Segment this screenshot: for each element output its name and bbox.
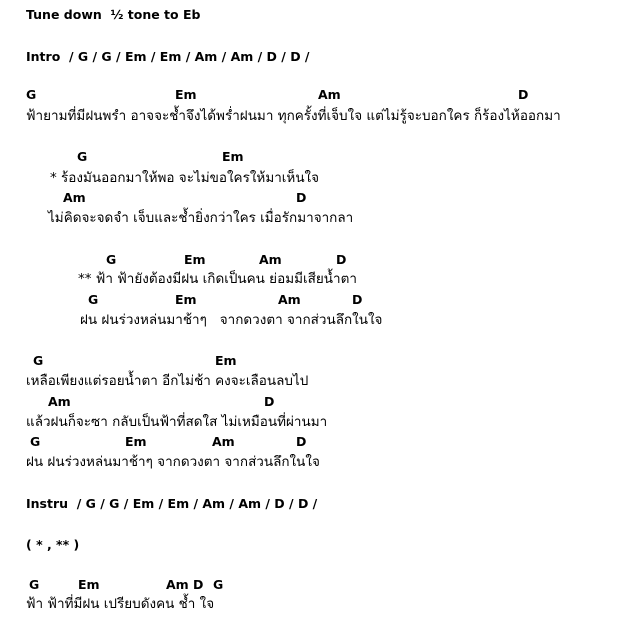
- lyric-line: ฟ้า ฟ้าที่มีฝน เปรียบดังคน ช้ำ ใจ: [26, 596, 215, 612]
- chord: Am: [48, 394, 71, 409]
- lyric-line: แล้วฝนก็จะซา กลับเป็นฟ้าที่สดใส ไม่เหมือนที่ผ่านมา: [26, 414, 328, 430]
- chord: G: [30, 434, 41, 449]
- tuning-note: Tune down ½ tone to Eb: [26, 7, 201, 22]
- chord: D: [518, 87, 529, 102]
- chord: G: [88, 292, 99, 307]
- chord: Em: [184, 252, 206, 267]
- instru-progression: Instru / G / G / Em / Em / Am / Am / D / D /: [26, 496, 318, 511]
- chord: D: [352, 292, 363, 307]
- chord: G: [33, 353, 44, 368]
- chord: Am: [278, 292, 301, 307]
- chord: Am: [318, 87, 341, 102]
- lyric-line: ไม่คิดจะจดจำ เจ็บและช้ำยิ่งกว่าใคร เมื่อรักมาจากลา: [48, 210, 354, 226]
- lyric-line: ฝน ฝนร่วงหล่นมาช้าๆ จากดวงตา จากส่วนลึกในใจ: [80, 312, 383, 328]
- chord: Am: [259, 252, 282, 267]
- lyric-line: ** ฟ้า ฟ้ายังต้องมีฝน เกิดเป็นคน ย่อมมีเสียน้ำตา: [78, 271, 357, 287]
- lyric-line: ฟ้ายามที่มีฝนพรำ อาจจะช้ำจึงได้พร่ำฝนมา ทุกครั้งที่เจ็บใจ แต่ไม่รู้จะบอกใคร ก็ร้องไห้ออกมา: [26, 108, 561, 124]
- chord: Em: [125, 434, 147, 449]
- chord: G: [77, 149, 88, 164]
- lyric-line: * ร้องมันออกมาให้พอ จะไม่ขอใครให้มาเห็นใจ: [50, 170, 320, 186]
- chord: Em: [175, 87, 197, 102]
- lyric-line: เหลือเพียงแต่รอยน้ำตา อีกไม่ช้า คงจะเลือนลบไป: [26, 373, 309, 389]
- chord: Em: [222, 149, 244, 164]
- chord: Am D: [166, 577, 204, 592]
- chord: D: [296, 190, 307, 205]
- chord: D: [336, 252, 347, 267]
- chord: D: [264, 394, 275, 409]
- chord: Am: [63, 190, 86, 205]
- lyric-line: ฝน ฝนร่วงหล่นมาช้าๆ จากดวงตา จากส่วนลึกในใจ: [26, 454, 320, 470]
- repeat-marker: ( * , ** ): [26, 537, 80, 552]
- chord: Em: [175, 292, 197, 307]
- chord: Em: [78, 577, 100, 592]
- chord: G: [213, 577, 224, 592]
- chord: Em: [215, 353, 237, 368]
- chord: D: [296, 434, 307, 449]
- chord: G: [29, 577, 40, 592]
- intro-progression: Intro / G / G / Em / Em / Am / Am / D / D /: [26, 49, 310, 64]
- chord: Am: [212, 434, 235, 449]
- chord: G: [26, 87, 37, 102]
- chord: G: [106, 252, 117, 267]
